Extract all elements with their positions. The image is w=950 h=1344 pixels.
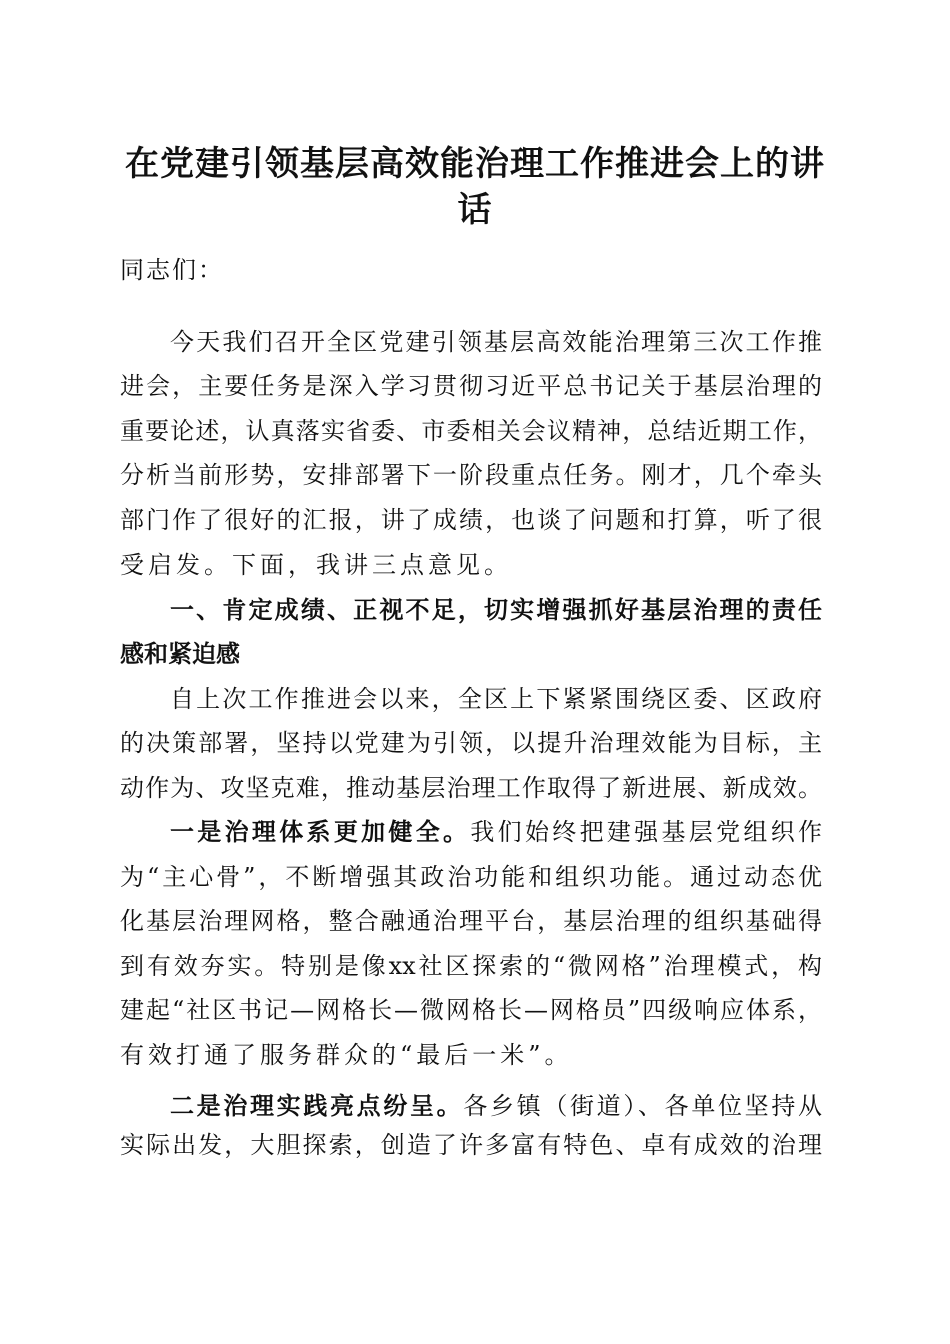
paragraph-line: 化基层治理网格，整合融通治理平台，基层治理的组织基础得 [120,907,822,935]
document-title-line-2: 话 [457,190,493,230]
paragraph-line: 为“主心骨”，不断增强其政治功能和组织功能。通过动态优 [120,863,822,891]
document-title-line-1: 在党建引领基层高效能治理工作推进会上的讲 [125,144,825,184]
paragraph-line: 部门作了很好的汇报，讲了成绩，也谈了问题和打算，听了很 [120,506,822,534]
paragraph-line [170,817,822,847]
paragraph-line: 建起“社区书记—网格长—微网格长—网格员”四级响应体系， [120,996,822,1024]
section-heading-line: 感和紧迫感 [120,640,240,668]
lead-phrase: 一是治理体系更加健全。 [170,817,471,846]
lead-phrase: 二是治理实践亮点纷呈。 [170,1091,464,1120]
section-heading-line: 一、肯定成绩、正视不足，切实增强抓好基层治理的责任 [170,596,822,624]
paragraph-line: 的决策部署，坚持以党建为引领，以提升治理效能为目标，主 [120,729,822,757]
paragraph-line: 今天我们召开全区党建引领基层高效能治理第三次工作推 [170,328,822,356]
paragraph-text: 各乡镇（街道）、各单位坚持从 [463,1092,823,1120]
paragraph-line: 重要论述，认真落实省委、市委相关会议精神，总结近期工作， [120,417,822,445]
salutation: 同志们： [120,256,224,284]
paragraph-line: 分析当前形势，安排部署下一阶段重点任务。刚才，几个牵头 [120,461,822,489]
paragraph-line: 受启发。下面，我讲三点意见。 [120,551,512,579]
paragraph-line: 实际出发，大胆探索，创造了许多富有特色、卓有成效的治理 [120,1131,822,1159]
paragraph-line: 进会，主要任务是深入学习贯彻习近平总书记关于基层治理的 [120,372,822,400]
paragraph-line: 动作为、攻坚克难，推动基层治理工作取得了新进展、新成效。 [120,774,822,802]
paragraph-line: 自上次工作推进会以来，全区上下紧紧围绕区委、区政府 [170,685,822,713]
paragraph-line: 到有效夯实。特别是像xx社区探索的“微网格”治理模式，构 [120,952,822,980]
paragraph-line [170,1091,822,1121]
paragraph-text: 我们始终把建强基层党组织作 [470,818,823,846]
paragraph-line: 有效打通了服务群众的“最后一米”。 [120,1041,573,1069]
